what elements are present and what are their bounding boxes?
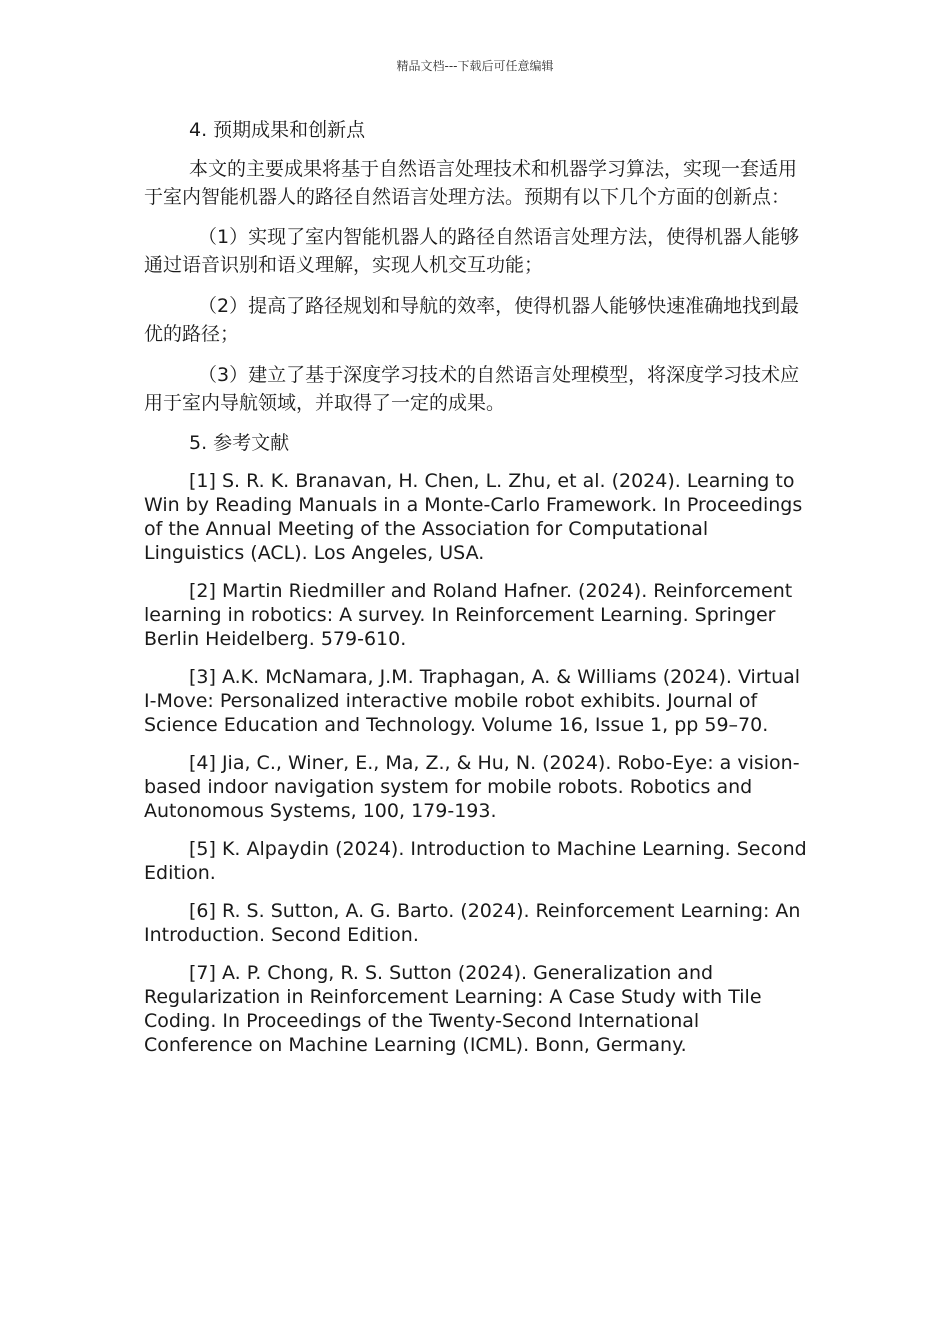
section-4-intro: 本文的主要成果将基于自然语言处理技术和机器学习算法，实现一套适用于室内智能机器人的路径自然语言处理方法。预期有以下几个方面的创新点：: [144, 158, 798, 208]
reference-1: [1] S. R. K. Branavan, H. Chen, L. Zhu, et al. (2024). Learning to Win by Reading Manuals in a Monte-Carlo Framework. In Proceedings of the Annual Meeting of the Association for Computational Linguistics (ACL). Los Angeles, USA.: [144, 470, 803, 564]
innovation-item-2: （2）提高了路径规划和导航的效率，使得机器人能够快速准确地找到最优的路径；: [144, 295, 800, 345]
reference-3: [3] A.K. McNamara, J.M. Traphagan, A. & Williams (2024). Virtual I-Move: Personalized interactive mobile robot exhibits. Journal of Science Education and Technology. Volume 16, Issue 1, pp 59–70.: [144, 666, 801, 736]
innovation-item-3: （3）建立了基于深度学习技术的自然语言处理模型，将深度学习技术应用于室内导航领域，并取得了一定的成果。: [144, 364, 800, 414]
reference-6: [6] R. S. Sutton, A. G. Barto. (2024). Reinforcement Learning: An Introduction. Second Edition.: [144, 900, 801, 946]
reference-2: [2] Martin Riedmiller and Roland Hafner. (2024). Reinforcement learning in robotics: A survey. In Reinforcement Learning. Springer Berlin Heidelberg. 579-610.: [144, 580, 793, 650]
reference-7: [7] A. P. Chong, R. S. Sutton (2024). Generalization and Regularization in Reinforcement Learning: A Case Study with Tile Coding. In Proceedings of the Twenty-Second International Conference on Machine Learning (ICML). Bonn, Germany.: [144, 962, 762, 1056]
document-body: [144, 117, 808, 1071]
innovation-item-1: （1）实现了室内智能机器人的路径自然语言处理方法，使得机器人能够通过语音识别和语义理解，实现人机交互功能；: [144, 226, 800, 276]
section-5-title: 5. 参考文献: [189, 432, 290, 454]
reference-4: [4] Jia, C., Winer, E., Ma, Z., & Hu, N. (2024). Robo-Eye: a vision-based indoor navigation system for mobile robots. Robotics and Autonomous Systems, 100, 179-193.: [144, 752, 800, 822]
page-header: 精品文档---下载后可任意编辑: [396, 59, 554, 73]
section-4-title: 4. 预期成果和创新点: [189, 119, 366, 141]
reference-5: [5] K. Alpaydin (2024). Introduction to Machine Learning. Second Edition.: [144, 838, 807, 884]
